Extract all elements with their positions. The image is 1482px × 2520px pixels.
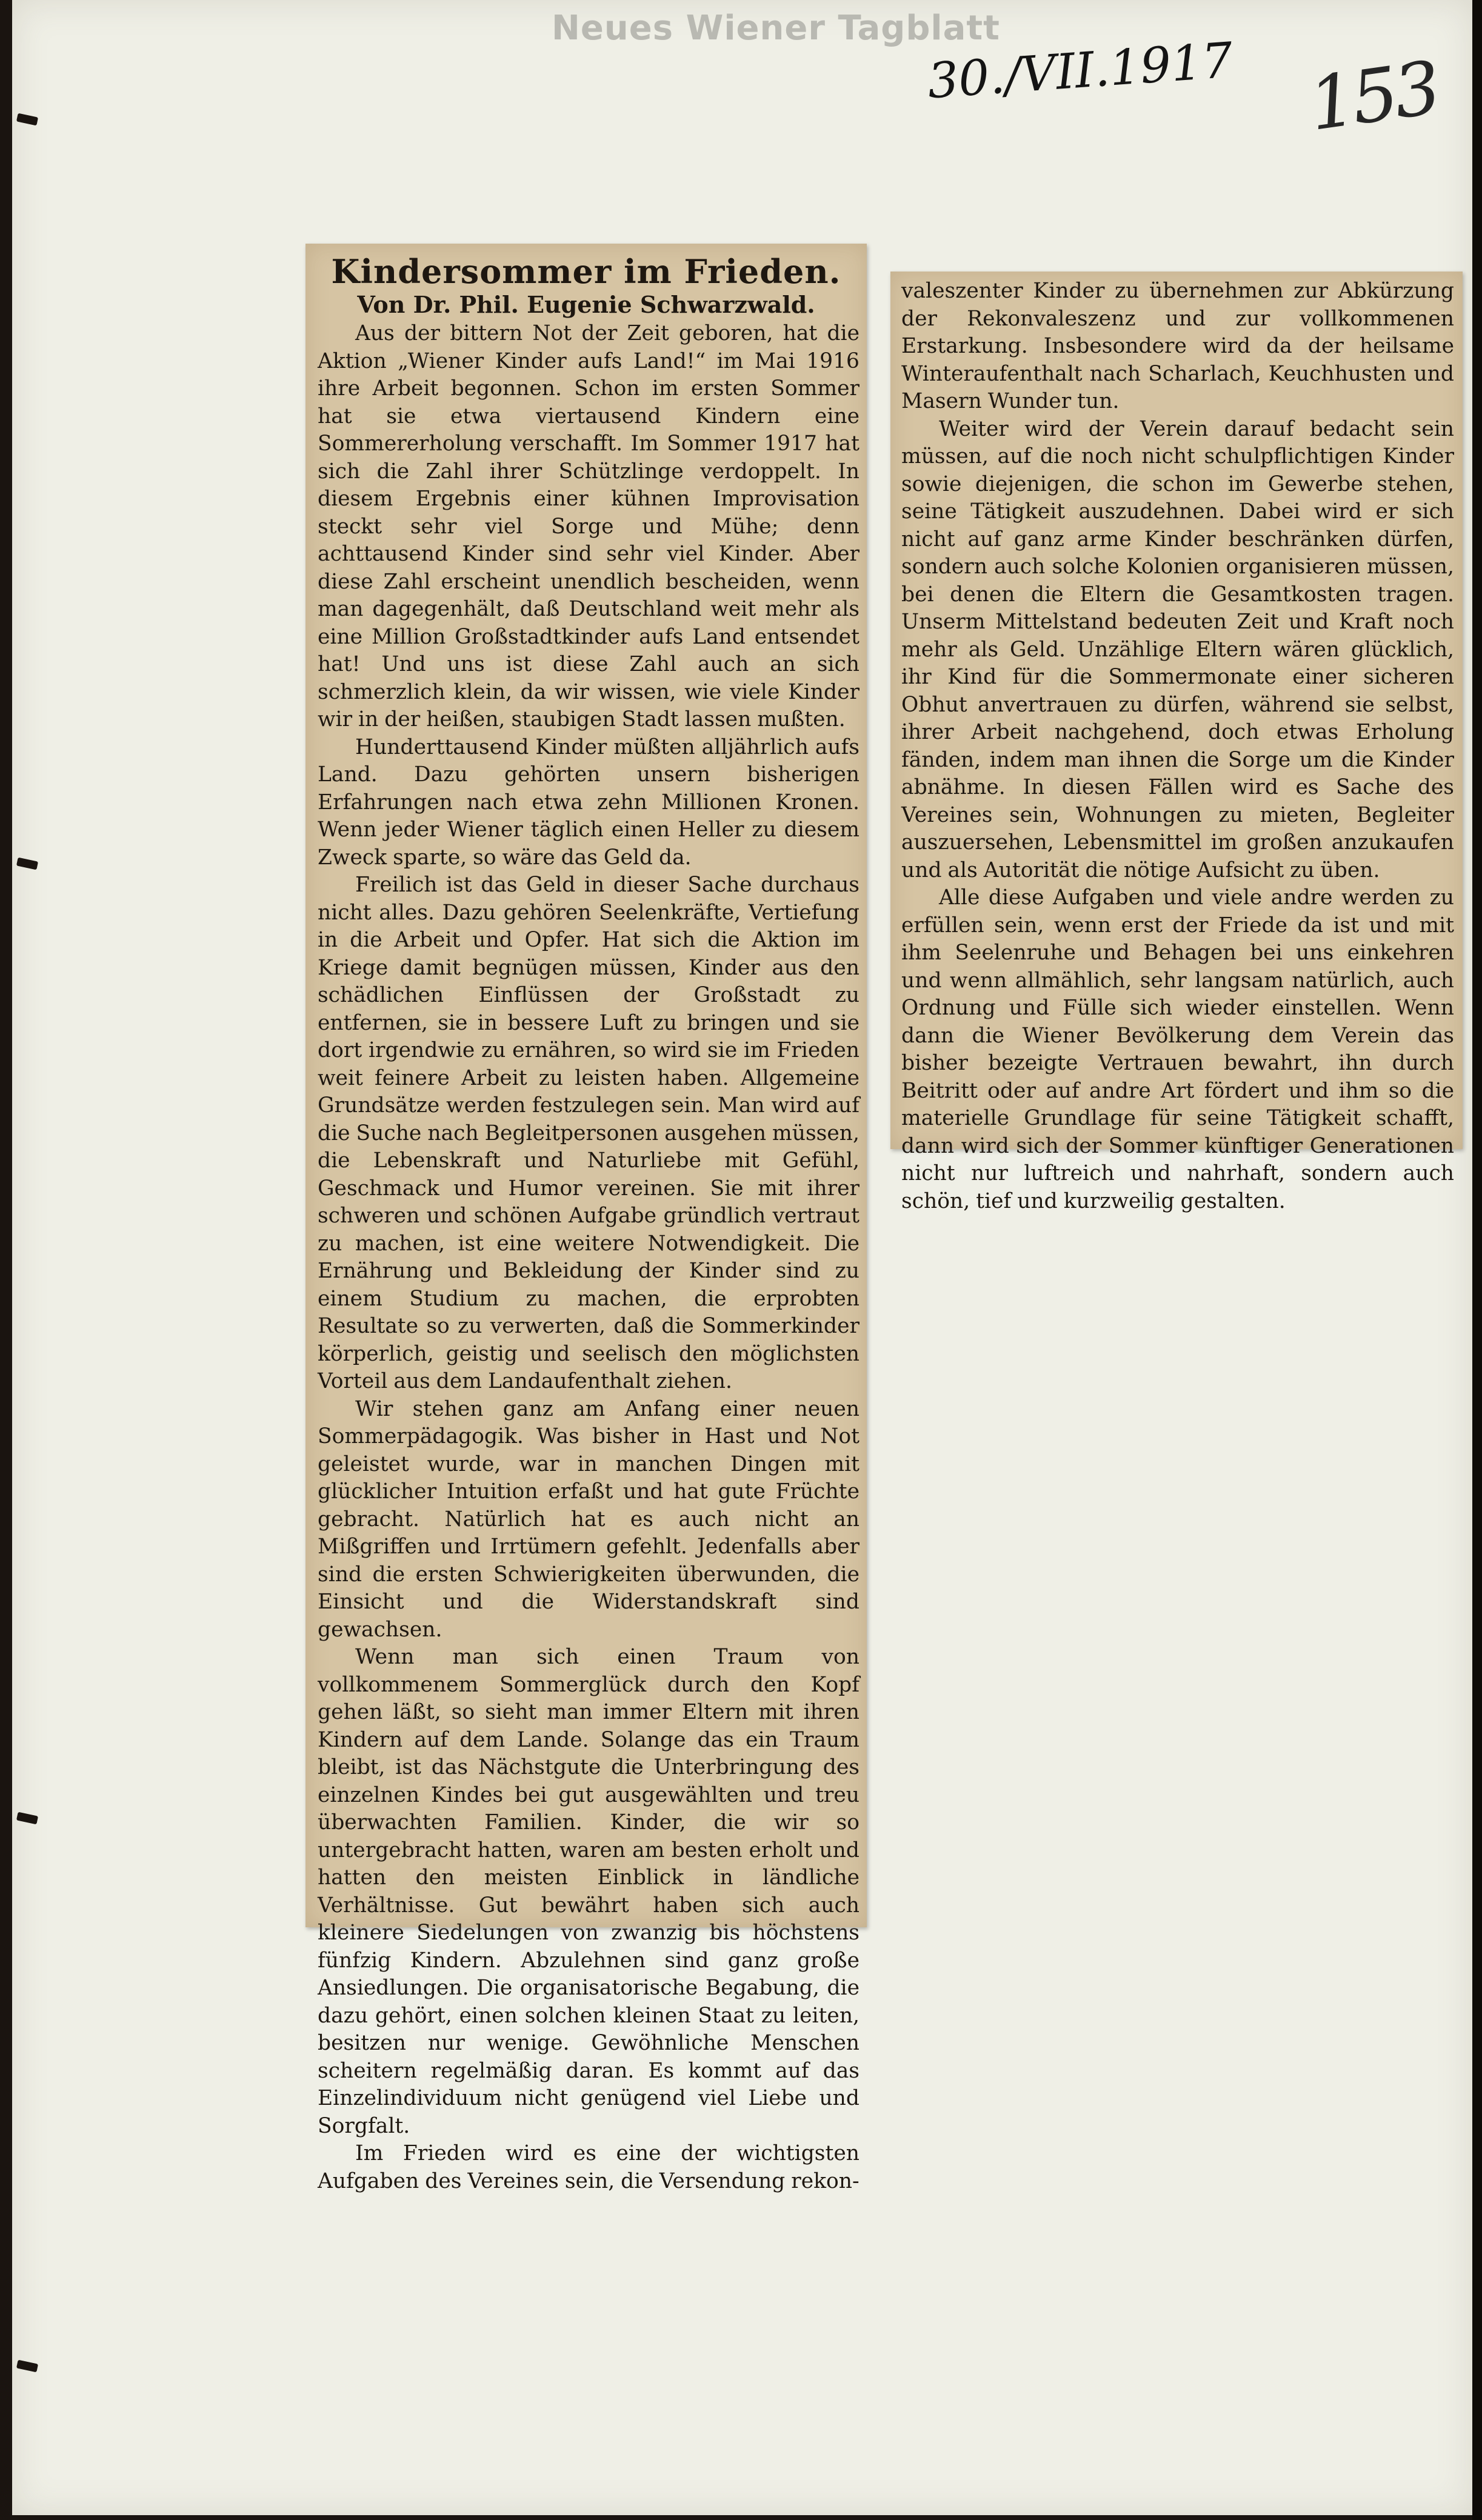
article-title: Kindersommer im Frieden. [331,252,841,291]
article-byline: Von Dr. Phil. Eugenie Schwarzwald. [357,291,815,318]
article-paragraph: Freilich ist das Geld in dieser Sache durchaus nicht alles. Dazu gehören Seelenkräfte, Vertiefung in die Arbeit und Opfer. Hat sich die Aktion im Kriege damit begnügen müssen, Kinder aus den schädlichen Einflüssen der Großstadt zu entfernen, sie in bessere Luft zu bringen und sie dort irgendwie zu ernähren, so wird sie im Frieden weit feinere Arbeit zu leisten haben. Allgemeine Grundsätze werden festzulegen sein. Man wird auf die Suche nach Begleitpersonen ausgehen müssen, die Lebenskraft und Naturliebe mit Gefühl, Geschmack und Humor vereinen. Sie mit ihrer schweren und schönen Aufgabe gründlich vertraut zu machen, ist eine weitere Notwendigkeit. Die Ernährung und Bekleidung der Kinder sind zu einem Studium zu machen, die erprobten Resultate so zu verwerten, daß die Sommerkinder körperlich, geistig und seelisch den möglichsten Vorteil aus dem Landaufenthalt ziehen. [318,873,859,1393]
punch-hole-mark [16,1812,38,1825]
archive-sheet [12,0,1473,2515]
article-clipping-column-2 [890,272,1463,1213]
scan-edge [1472,0,1482,2520]
article-paragraph: Aus der bittern Not der Zeit geboren, hat die Aktion „Wiener Kinder aufs Land!“ im Mai 1916 ihre Arbeit begonnen. Schon im ersten Sommer hat sie etwa viertausend Kindern eine Sommererholung verschafft. Im Sommer 1917 hat sich die Zahl ihrer Schützlinge verdoppelt. In diesem Ergebnis einer kühnen Improvisation steckt sehr viel Sorge und Mühe; denn achttausend Kinder sind sehr viel Kinder. Aber diese Zahl erscheint unendlich bescheiden, wenn man dagegenhält, daß Deutschland weit mehr als eine Million Großstadtkinder aufs Land entsendet hat! Und uns ist diese Zahl auch an sich schmerzlich klein, da wir wissen, wie viele Kinder wir in der heißen, staubigen Stadt lassen mußten. [318,321,859,732]
article-paragraph: Wir stehen ganz am Anfang einer neuen Sommerpädagogik. Was bisher in Hast und Not geleistet wurde, war in manchen Dingen mit glücklicher Intuition erfaßt und hat gute Früchte gebracht. Natürlich hat es auch nicht an Mißgriffen und Irrtümern gefehlt. Jedenfalls aber sind die ersten Schwierigkeiten überwunden, die Einsicht und die Widerstandskraft sind gewachsen. [318,1396,859,1642]
punch-hole-mark [16,2360,38,2373]
newspaper-stamp: Neues Wiener Tagblatt [552,8,1000,48]
punch-hole-mark [16,858,38,870]
handwritten-date: 30./VII.1917 [926,32,1235,110]
article-paragraph: Im Frieden wird es eine der wichtigsten Aufgaben des Vereines sein, die Versendung rekon- [318,2141,859,2193]
article-paragraph: Wenn man sich einen Traum von vollkommenem Sommerglück durch den Kopf gehen läßt, so sieht man immer Eltern mit ihren Kindern auf dem Lande. Solange das ein Traum bleibt, ist das Nächstgute die Unterbringung des einzelnen Kindes bei gut ausgewählten und treu überwachten Familien. Kinder, die wir so untergebracht hatten, waren am besten erholt und hatten den meisten Einblick in ländliche Verhältnisse. Gut bewährt haben sich auch kleinere Siedelungen von zwanzig bis höchstens fünfzig Kindern. Abzulehnen sind ganz große Ansiedlungen. Die organisatorische Begabung, die dazu gehört, einen solchen kleinen Staat zu leiten, besitzen nur wenige. Gewöhnliche Menschen scheitern regelmäßig daran. Es kommt auf das Einzelindividuum nicht genügend viel Liebe und Sorgfalt. [318,1645,859,2138]
article-paragraph: Hunderttausend Kinder müßten alljährlich aufs Land. Dazu gehörten unsern bisherigen Erfahrungen nach etwa zehn Millionen Kronen. Wenn jeder Wiener täglich einen Heller zu diesem Zweck sparte, so wäre das Geld da. [318,735,859,870]
article-paragraph: Alle diese Aufgaben und viele andre werden zu erfüllen sein, wenn erst der Friede da ist und mit ihm Seelenruhe und Behagen bei uns einkehren und wenn allmählich, sehr langsam natürlich, auch Ordnung und Fülle sich wieder einstellen. Wenn dann die Wiener Bevölkerung dem Verein das bisher bezeigte Vertrauen bewahrt, ihn durch Beitritt oder auf andre Art fördert und ihm so die materielle Grundlage für seine Tätigkeit schafft, dann wird sich der Sommer künftiger Generationen nicht nur luftreich und nahrhaft, sondern auch schön, tief und kurzweilig gestalten. [901,885,1454,1213]
punch-hole-mark [16,113,38,126]
article-paragraph: Weiter wird der Verein darauf bedacht sein müssen, auf die noch nicht schulpflichtigen Kinder sowie diejenigen, die schon im Gewerbe stehen, seine Tätigkeit auszudehnen. Dabei wird er sich nicht auf ganz arme Kinder beschränken dürfen, sondern auch solche Kolonien organisieren müssen, bei denen die Eltern die Gesamtkosten tragen. Unserm Mittelstand bedeuten Zeit und Kraft noch mehr als Geld. Unzählige Eltern wären glücklich, ihr Kind für die Sommermonate einer sicheren Obhut anvertrauen zu dürfen, während sie selbst, ihrer Arbeit nachgehend, doch etwas Erholung fänden, indem man ihnen die Sorge um die Kinder abnähme. In diesen Fällen wird es Sache des Vereines sein, Wohnungen zu mieten, Begleiter auszuersehen, Lebensmittel im großen anzukaufen und als Autorität die nötige Aufsicht zu üben. [901,416,1454,882]
handwritten-page-number: 153 [1304,45,1443,148]
article-paragraph: valeszenter Kinder zu übernehmen zur Abkürzung der Rekonvaleszenz und zur vollkommenen Erstarkung. Insbesondere wird da der heilsame Winteraufenthalt nach Scharlach, Keuchhusten und Masern Wunder tun. [901,279,1454,413]
article-clipping-column-1 [305,244,867,2193]
